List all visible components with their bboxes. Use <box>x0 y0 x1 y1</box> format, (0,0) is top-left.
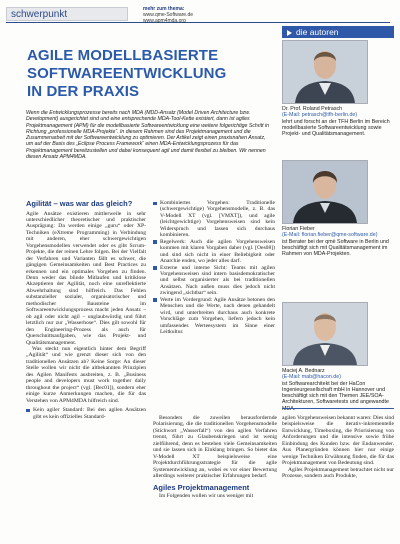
more-on-topic <box>143 6 193 24</box>
title-line-3: IN DER PRAXIS <box>27 83 140 100</box>
body-paragraph: Im Folgenden wollen wir uns weniger mit <box>159 493 254 500</box>
column-2-lower <box>153 415 277 499</box>
authors-footer-rule <box>282 408 394 409</box>
section-tag: schwerpunkt <box>6 7 128 21</box>
title-line-2: SOFTWAREENTWICKLUNG <box>27 65 227 82</box>
more-link-2[interactable]: www.apm4mda.org <box>143 18 186 24</box>
author-description: lehrt und forscht an der TFH Berlin im Bereich modellbasierte Softwareentwicklung sowie Projekt- und Qualitätsmanagement. <box>282 118 390 138</box>
author-name: Maciej A. Bednarz <box>282 368 325 374</box>
body-paragraph: agilen Vorgehensweisen bekannt waren: Dies sind beispielsweise die iterativ-inkrementelle Entwicklung, Timeboxing, die Priorisierung von Anforderungen und die intensive sowie frühe Einbindung des Kunden bzw. der Endanwender. Aus Planergründen können hier nur einige wenige Techniken Erwähnung finden, die für das Projektmanagement von Bedeutung sind. <box>282 415 395 467</box>
author-email[interactable]: (E-Mail: mab@hacon.de) <box>282 374 341 381</box>
authors-header <box>282 26 394 38</box>
body-paragraph: Besonders die zuweilen herausfordernde Polarisierung, die die traditionellen Vorgehensmodelle (Stichwort „Wasserfall“) von den agilen Verfahren trennt, führt zu Glaubenskriegen und ist wenig zielführend, denn es bestehen viele Gemeinsamkeiten und sie lassen sich in Einklang bringen. So bietet das V-Modell XT beispielsweise eine Projektdurchführungsstrategie für die agile Systementwicklung an, wobei es vor einer Bewertung allerdings weiterer praktischer Erfahrungen bedarf. <box>153 415 277 480</box>
article-intro: Wenn die Entwicklungsprozesse bereits nach MDA (MDD-Ansatz (Model Driven Architecture bzw. Development) ausgerichtet sind und eine entsprechende MDA-Tool-Kette existiert, dann ist agiles Projektmanagement (APM) für die modellbasierte Softwareentwicklung eine weitere folgerichtige Schritt in Richtung „professionelle MDA-Projekte“. In diesem Rahmen sind das Projektmanagement und die Zusammenarbeit mit der Softwareentwicklung zu optimieren. Der Artikel zeigt einen praxisnahen Ansatz, um auf der Basis des „Eclipse Process Framework“ einen MDA-Entwicklungsprozess für das Projektmanagement bereitzustellen und dabei konsequent agil und damit flexibel zu bleiben. Wir nennen diesen Ansatz APM4MDA. <box>26 110 270 161</box>
bullet-item: Regelwerk: Auch die agilen Vorgehensweisen kommen mit klaren Vorgaben daher (vgl. [Oes08]) und sind sich nicht in einer Beliebigkeit oder Anarchie enden, wo jeder alles darf. <box>153 239 275 265</box>
arrow-icon <box>287 30 292 36</box>
author-bio-3 <box>282 368 394 412</box>
bullet-item: Kombiniertes Vorgehen: Traditionelle (schwergewichtige) Vorgehensmodelle, z. B. das V-Modell XT (vgl. [VMXT]), und agile (leichtgewichtige) Vorgehensweisen sind kein Widerspruch und lassen sich durchaus kombinieren. <box>153 200 275 239</box>
author-email[interactable]: (E-Mail: petrasch@tfh-berlin.de) <box>282 112 358 119</box>
article-title <box>27 47 275 101</box>
bullet-item: Externe und interne Sicht: Teams mit agilen Vorgehensweisen sind intern basisdemokratischer und selbst organisierter als bei traditionellen Ansätzen. Nach außen muss dies jedoch nicht zwingend „sichtbar“ sein. <box>153 265 275 297</box>
body-paragraph: Agiles Projektmanagement betrachtet nicht nur Prozesse, sondern auch Produkte, <box>282 466 394 480</box>
title-line-1: AGILE MODELLBASIERTE <box>27 47 219 64</box>
column-1 <box>26 200 146 420</box>
author-photo-petrasch <box>282 40 368 104</box>
more-label: mehr zum thema: <box>143 6 185 12</box>
column-2 <box>153 200 275 336</box>
section-heading-apm: Agiles Projektmanagement <box>153 482 250 492</box>
header-rule <box>6 22 390 23</box>
bullet-item: Kein agiler Standard: Bei den agilen Ansätzen gibt es kein offizielles Standard- <box>26 407 146 420</box>
author-description: ist Berater bei der qmè Software in Berlin und beschäftigt sich mit Qualitätsmanagement im Rahmen von MDA-Projekten. <box>282 238 389 258</box>
section-heading-agility: Agilität – was war das gleich? <box>26 199 133 208</box>
author-description: ist Softwarearchitekt bei der HaCon Ingenieurgesellschaft mbH in Hannover und beschäftigt sich mit den Themen JEE/SOA-Architekturen, Softwaretests und angewandte <box>282 380 389 406</box>
body-paragraph: Was steckt nun eigentlich hinter dem Begriff „Agilität“ und wie grenzt dieser sich von den traditionellen Ansätzen ab? Keine Sorge: An dieser Stelle wollen wir nicht die altbekannten Prinzipien des Agilen Manifests ausbreiten, z. B. „Business people and developers must work together daily throughout the project“ (vgl. [Bec01]), sondern eher einige kurze Anmerkungen machen, die für das Verstehen von APM4MDA hilfreich sind. <box>26 346 146 404</box>
column-3-lower <box>282 415 394 480</box>
author-name: Florian Fieber <box>282 226 315 232</box>
author-photo-fieber <box>282 160 368 224</box>
bullet-item: Werte im Vordergrund: Agile Ansätze betonen den Menschen und die Werte, nach denen gehandelt wird, und unterbreiten durchaus auch konkrete Vorschläge zum Vorgehen, liefern jedoch kein umfassendes Werteesystem im Sinne einer Leitkultur. <box>153 297 275 336</box>
author-name: Dr. Prof. Roland Petrasch <box>282 106 343 112</box>
author-bio-2 <box>282 226 394 257</box>
body-paragraph: Agile Ansätze existieren mittlerweile in sehr unterschiedlicher theoretischer und praktischer Ausprägung: Da werden einige „guru“ oder XP-Techniken (eXtreme Programming) in Verbindung mit anderen, eher schwergewichtigen Vorgehensmodellen verwendet oder es gibt Scrum-Projekte, die der reinen Lehre folgen. Bei der Vielfalt der Verfahren und Varianten fällt es schwer, die gängigen Gemeinsamkeiten und Best Practices zu erkennen und ein optimales Vorgehen zu finden. Denn weder das blinde Mitlaufen und kritiklose Akzeptieren der Agilität, noch eine unreflektierte Abwehrhaltung sind hilfreich. Das Fehlen substanzieller sozialer, organisatorischer und methodischer Bausteine im Softwareentwicklungsprozess macht jeden Ansatz – ob agil oder nicht agil – unglaubwürdig und führt letztlich nur zur „Wasserhose“. Dies gilt sowohl für den Engineering-Prozess als auch für Querschnittsaufgaben, wie das Projekt- und Qualitätsmanagement. <box>26 210 146 346</box>
authors-label: die autoren <box>296 27 339 37</box>
author-bio-1 <box>282 106 394 137</box>
more-link-1[interactable]: www.qme-Software.de <box>143 12 194 18</box>
author-email[interactable]: (E-Mail: florian.fieber@qme-software.de) <box>282 232 378 239</box>
author-photo-bednarz <box>282 302 368 366</box>
